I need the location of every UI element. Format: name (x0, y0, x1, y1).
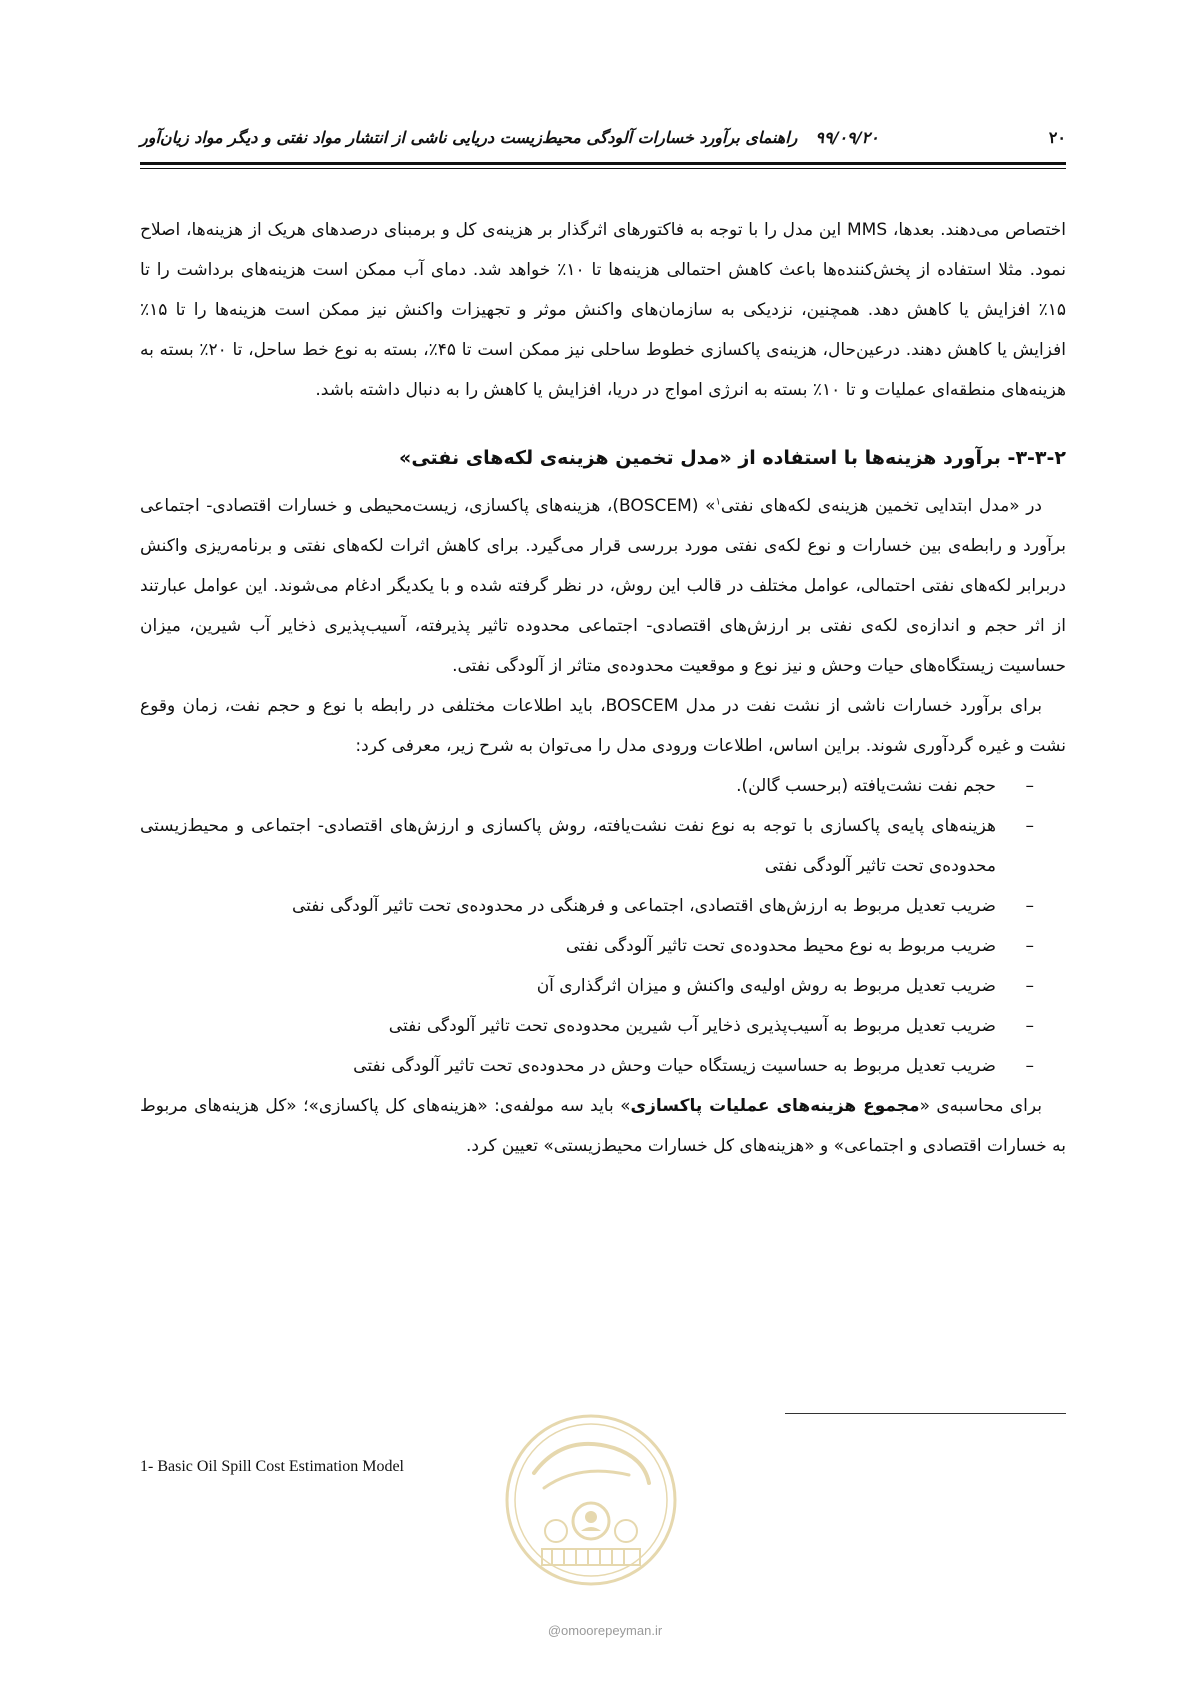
list-item: – حجم نفت نشت‌یافته (برحسب گالن). (140, 766, 996, 806)
section-heading: ۳-۳-۲- برآورد هزینه‌ها با استفاده از «مدل تخمین هزینه‌ی لکه‌های نفتی» (399, 447, 1066, 469)
paragraph-2-start: در «مدل ابتدایی تخمین هزینه‌ی لکه‌های نفتی (720, 496, 1042, 516)
input-list (140, 766, 1066, 1086)
paragraph-1: اختصاص می‌دهند. بعدها، MMS این مدل را با توجه به فاکتورهای اثرگذار بر هزینه‌ی کل و برمبنای درصدهای هریک از هزینه‌ها، اصلاح نمود. مثلا استفاده از پخش‌کننده‌ها باعث کاهش احتمالی هزینه‌ها تا ۱۰٪ خواهد شد. دمای آب ممکن است هزینه‌های برداشت را تا ۱۵٪ افزایش یا کاهش دهد. همچنین، نزدیکی به سازمان‌های واکنش موثر و تجهیزات واکنش نیز ممکن است هزینه‌ها را تا ۱۵٪ افزایش یا کاهش دهند. درعین‌حال، هزینه‌ی پاکسازی خطوط ساحلی نیز ممکن است تا ۴۵٪، بسته به نوع خط ساحل، تا ۲۰٪ بسته به هزینه‌های منطقه‌ای عملیات و تا ۱۰٪ بسته به انرژی امواج در دریا، افزایش یا کاهش را به دنبال داشته باشد. (140, 220, 1066, 400)
paragraph-4-end: » باید سه مولفه‌ی: «هزینه‌های کل پاکسازی»؛ «کل هزینه‌های مربوط به خسارات اقتصادی و اجتماعی» و «هزینه‌های کل خسارات محیط‌زیستی» تعیین کرد. (140, 1096, 1066, 1156)
paragraph-4 (140, 1086, 1066, 1166)
paragraph-2 (140, 486, 1066, 686)
header-rule (140, 162, 1066, 165)
header-title: راهنمای برآورد خسارات آلودگی محیط‌زیست دریایی ناشی از انتشار مواد نفتی و دیگر مواد زیان‌آور (140, 128, 798, 147)
paragraph-2-rest: » (BOSCEM)، هزینه‌های پاکسازی، زیست‌محیطی و خسارات اقتصادی- اجتماعی برآورد و رابطه‌ی بین خسارات و نوع لکه‌ی نفتی مورد بررسی قرار می‌گیرد. برای کاهش اثرات لکه‌های نفتی و برنامه‌ریزی واکنش دربرابر لکه‌های نفتی احتمالی، عوامل مختلف در قالب این روش، در نظر گرفته شده و با یکدیگر ادغام می‌شوند. این عوامل عبارتند از اثر حجم و اندازه‌ی لکه‌ی نفتی بر ارزش‌های اقتصادی- اجتماعی محدوده تاثیر پذیرفته، آسیب‌پذیری ذخایر آب شیرین، میزان حساسیت زیستگاه‌های حیات وحش و نیز نوع و موقعیت محدوده‌ی متاثر از آلودگی نفتی. (140, 496, 1066, 676)
list-item: – ضریب تعدیل مربوط به روش اولیه‌ی واکنش و میزان اثرگذاری آن (140, 966, 996, 1006)
page-body (140, 210, 1066, 1166)
watermark-site: @omoorepeyman.ir (547, 1623, 663, 1638)
list-item: – هزینه‌های پایه‌ی پاکسازی با توجه به نوع نفت نشت‌یافته، روش پاکسازی و ارزش‌های اقتصادی- اجتماعی و محیط‌زیستی محدوده‌ی تحت تاثیر آلودگی نفتی (140, 806, 996, 886)
list-item: – ضریب مربوط به نوع محیط محدوده‌ی تحت تاثیر آلودگی نفتی (140, 926, 996, 966)
footnote-rule (785, 1413, 1066, 1414)
footnote-ref: ۱ (715, 496, 721, 508)
running-title (140, 128, 879, 147)
paragraph-4-start: برای محاسبه‌ی « (919, 1096, 1042, 1116)
list-item: – ضریب تعدیل مربوط به حساسیت زیستگاه حیات وحش در محدوده‌ی تحت تاثیر آلودگی نفتی (140, 1046, 996, 1086)
list-item: – ضریب تعدیل مربوط به ارزش‌های اقتصادی، اجتماعی و فرهنگی در محدوده‌ی تحت تاثیر آلودگی نفتی (140, 886, 996, 926)
paragraph-3: برای برآورد خسارات ناشی از نشت نفت در مدل BOSCEM، باید اطلاعات مختلفی در رابطه با نوع و حجم نفت، زمان وقوع نشت و غیره گردآوری شوند. براین اساس، اطلاعات ورودی مدل را می‌توان به شرح زیر، معرفی کرد: (140, 696, 1066, 756)
footnote-text: 1- Basic Oil Spill Cost Estimation Model (140, 1458, 404, 1475)
watermark-logo-icon (504, 1413, 678, 1587)
list-item: – ضریب تعدیل مربوط به آسیب‌پذیری ذخایر آب شیرین محدوده‌ی تحت تاثیر آلودگی نفتی (140, 1006, 996, 1046)
header-date: ۹۹/۰۹/۲۰ (815, 128, 879, 147)
page-number: ۲۰ (1048, 128, 1066, 147)
page-header (140, 120, 1066, 150)
paragraph-4-bold: مجموع هزینه‌های عملیات پاکسازی (630, 1096, 920, 1116)
